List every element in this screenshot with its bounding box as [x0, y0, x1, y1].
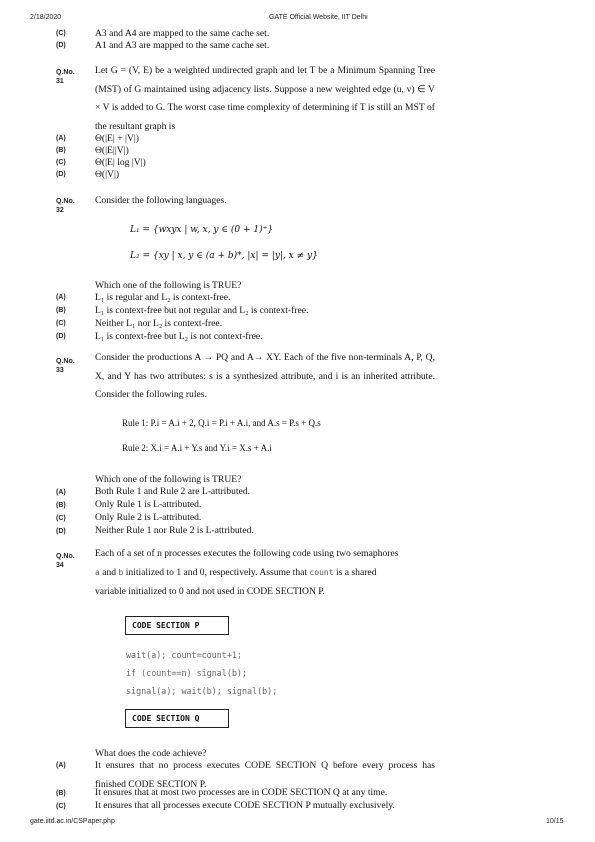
q32-option-d-text: L₁ is context-free but L₂ is not context-free. [95, 331, 263, 342]
q34-text-line-3: variable initialized to 0 and not used in CODE SECTION P. [95, 586, 325, 597]
q34-option-b-text: It ensures that at most two processes are in CODE SECTION Q at any time. [95, 787, 388, 798]
q33-option-d-label: (D) [56, 528, 66, 535]
q31-number: Q.No. 31 [56, 69, 75, 85]
code-line-3: signal(a); wait(b); signal(b); [126, 686, 278, 696]
q34-option-a-text: It ensures that no process executes CODE SECTION Q before every process has finished CODE SECTION P. [95, 760, 435, 790]
q34-text-line-1: Each of a set of n processes executes the following code using two semaphores [95, 548, 399, 559]
q33-question: Which one of the following is TRUE? [95, 474, 242, 485]
code-line-1: wait(a); count=count+1; [126, 650, 242, 660]
footer-page-number: 10/15 [546, 818, 564, 825]
q32-question: Which one of the following is TRUE? [95, 280, 242, 291]
q32-option-c-text: Neither L₁ nor L₂ is context-free. [95, 318, 223, 329]
q33-option-c-text: Only Rule 2 is L-attributed. [95, 512, 202, 523]
q33-option-b-text: Only Rule 1 is L-attributed. [95, 499, 202, 510]
q32-option-a-label: (A) [56, 294, 66, 301]
code-section-p-box: CODE SECTION P [125, 616, 229, 635]
q32-number: Q.No. 32 [56, 198, 75, 214]
code-line-2: if (count==n) signal(b); [126, 668, 248, 678]
q33-rule-1: Rule 1: P.i = A.i + 2, Q.i = P.i + A.i, and A.s = P.s + Q.s [122, 418, 321, 428]
q33-option-a-label: (A) [56, 489, 66, 496]
semaphore-b: b [118, 568, 124, 577]
q32-language-l2: L₂ = {xy | x, y ∈ (a + b)*, |x| = |y|, x ≠ y} [130, 251, 318, 261]
site-title: GATE Official Website, IIT Delhi [269, 14, 368, 21]
count-variable: count [309, 568, 334, 577]
prev-option-c-label: (C) [56, 30, 66, 37]
q31-option-c-text: Θ(|E| log |V|) [95, 157, 146, 168]
q34-option-c-text: It ensures that all processes execute CODE SECTION P mutually exclusively. [95, 800, 395, 811]
q31-option-c-label: (C) [56, 159, 66, 166]
q31-option-a-text: Θ(|E| + |V|) [95, 133, 139, 144]
q34-option-c-label: (C) [56, 803, 66, 810]
q34-option-b-label: (B) [56, 790, 66, 797]
q33-option-c-label: (C) [56, 515, 66, 522]
footer-url: gate.iitd.ac.in/CSPaper.php [30, 818, 115, 825]
q31-text: Let G = (V, E) be a weighted undirected graph and let T be a Minimum Spanning Tree (MST) of G maintained using adjacency lists. Suppose a new weighted edge (u, v) ∈ V × V is added to G. The worst case time complexity of determining if T is still an MST of the resultant graph is [95, 65, 435, 132]
q31-option-a-label: (A) [56, 135, 66, 142]
prev-option-d-text: A1 and A3 are mapped to the same cache set. [95, 40, 270, 51]
q33-text: Consider the productions A → PQ and A→ XY. Each of the five non-terminals A, P, Q, X, and Y has two attributes: s is a synthesized attribute, and i is an inherited attribute. Consider the following rules. [95, 352, 435, 400]
q33-option-b-label: (B) [56, 502, 66, 509]
q32-option-b-text: L₁ is context-free but not regular and L₂ is context-free. [95, 305, 309, 316]
q31-option-b-label: (B) [56, 147, 66, 154]
prev-option-d-label: (D) [56, 42, 66, 49]
semaphore-a: a [95, 568, 100, 577]
q34-question: What does the code achieve? [95, 748, 207, 759]
q31-option-d-label: (D) [56, 171, 66, 178]
q34-text-line-2: a and b initialized to 1 and 0, respectively. Assume that count is a shared [95, 567, 377, 578]
q32-option-d-label: (D) [56, 333, 66, 340]
code-section-q-box: CODE SECTION Q [125, 709, 229, 728]
q31-option-b-text: Θ(|E||V|) [95, 145, 129, 156]
prev-option-c-text: A3 and A4 are mapped to the same cache set. [95, 28, 270, 39]
q33-option-d-text: Neither Rule 1 nor Rule 2 is L-attributed. [95, 525, 254, 536]
q32-language-l1: L₁ = {wxyx | w, x, y ∈ (0 + 1)⁺} [130, 225, 274, 235]
q33-rule-2: Rule 2: X.i = A.i + Y.s and Y.i = X.s + A.i [122, 443, 272, 453]
q34-number: Q.No. 34 [56, 553, 75, 569]
q32-intro: Consider the following languages. [95, 195, 227, 206]
q32-option-c-label: (C) [56, 320, 66, 327]
q32-option-a-text: L₁ is regular and L₂ is context-free. [95, 292, 231, 303]
print-date: 2/18/2020 [30, 14, 62, 21]
q34-option-a-label: (A) [56, 762, 66, 769]
q33-option-a-text: Both Rule 1 and Rule 2 are L-attributed. [95, 486, 251, 497]
q31-option-d-text: Θ(|V|) [95, 169, 120, 180]
q33-number: Q.No. 33 [56, 358, 75, 374]
q32-option-b-label: (B) [56, 307, 66, 314]
